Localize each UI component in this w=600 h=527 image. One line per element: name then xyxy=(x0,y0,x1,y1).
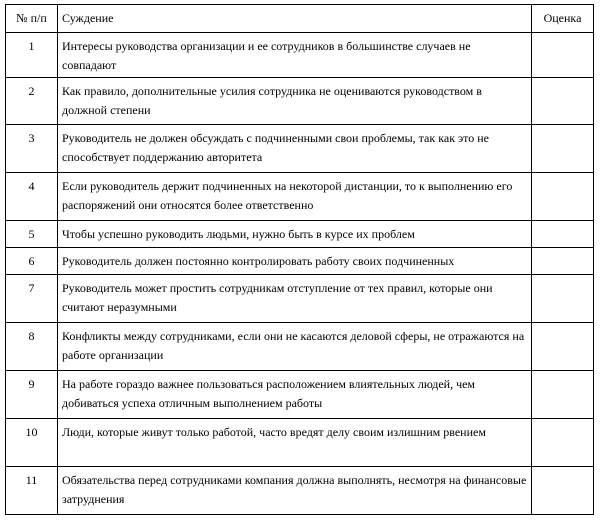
row-score-cell[interactable] xyxy=(532,275,594,323)
row-num: 4 xyxy=(6,173,58,221)
row-statement: Обязательства перед сотрудниками компания должна выполнять, несмотря на финансовые затруднения xyxy=(58,467,532,515)
table-row xyxy=(6,275,594,323)
table-row xyxy=(6,33,594,78)
table-row xyxy=(6,221,594,248)
row-score-cell[interactable] xyxy=(532,173,594,221)
row-statement: Если руководитель держит подчиненных на некоторой дистанции, то к выполнению его распоряжений они относятся более ответственно xyxy=(58,173,532,221)
row-num: 11 xyxy=(6,467,58,515)
table-row xyxy=(6,125,594,173)
table-row xyxy=(6,248,594,275)
row-score-cell[interactable] xyxy=(532,221,594,248)
row-num: 8 xyxy=(6,323,58,371)
row-statement: Интересы руководства организации и ее сотрудников в большинстве случаев не совпадают xyxy=(58,33,532,78)
row-score-cell[interactable] xyxy=(532,419,594,467)
row-score-cell[interactable] xyxy=(532,323,594,371)
row-statement: Как правило, дополнительные усилия сотрудника не оцениваются руководством в должной степени xyxy=(58,78,532,125)
row-statement: Конфликты между сотрудниками, если они не касаются деловой сферы, не отражаются на работе организации xyxy=(58,323,532,371)
row-statement: Чтобы успешно руководить людьми, нужно быть в курсе их проблем xyxy=(58,221,532,248)
table-row xyxy=(6,78,594,125)
survey-table xyxy=(5,4,594,515)
row-num: 7 xyxy=(6,275,58,323)
row-statement: Руководитель может простить сотрудникам отступление от тех правил, которые они считают неразумными xyxy=(58,275,532,323)
row-score-cell[interactable] xyxy=(532,33,594,78)
row-statement: Руководитель не должен обсуждать с подчиненными свои проблемы, так как это не способствует поддержанию авторитета xyxy=(58,125,532,173)
table-row xyxy=(6,371,594,419)
table-row xyxy=(6,419,594,467)
table-header-row xyxy=(6,5,594,33)
row-num: 1 xyxy=(6,33,58,78)
header-num: № п/п xyxy=(6,5,58,33)
row-score-cell[interactable] xyxy=(532,125,594,173)
row-num: 9 xyxy=(6,371,58,419)
table-row xyxy=(6,467,594,515)
row-num: 10 xyxy=(6,419,58,467)
row-score-cell[interactable] xyxy=(532,467,594,515)
table-row xyxy=(6,173,594,221)
row-num: 3 xyxy=(6,125,58,173)
row-statement: На работе гораздо важнее пользоваться расположением влиятельных людей, чем добиваться успеха отличным выполнением работы xyxy=(58,371,532,419)
row-statement: Руководитель должен постоянно контролировать работу своих подчиненных xyxy=(58,248,532,275)
row-statement: Люди, которые живут только работой, часто вредят делу своим излишним рвением xyxy=(58,419,532,467)
header-statement: Суждение xyxy=(58,5,532,33)
table-row xyxy=(6,323,594,371)
header-score: Оценка xyxy=(532,5,594,33)
row-score-cell[interactable] xyxy=(532,371,594,419)
row-score-cell[interactable] xyxy=(532,248,594,275)
row-score-cell[interactable] xyxy=(532,78,594,125)
row-num: 2 xyxy=(6,78,58,125)
row-num: 5 xyxy=(6,221,58,248)
row-num: 6 xyxy=(6,248,58,275)
